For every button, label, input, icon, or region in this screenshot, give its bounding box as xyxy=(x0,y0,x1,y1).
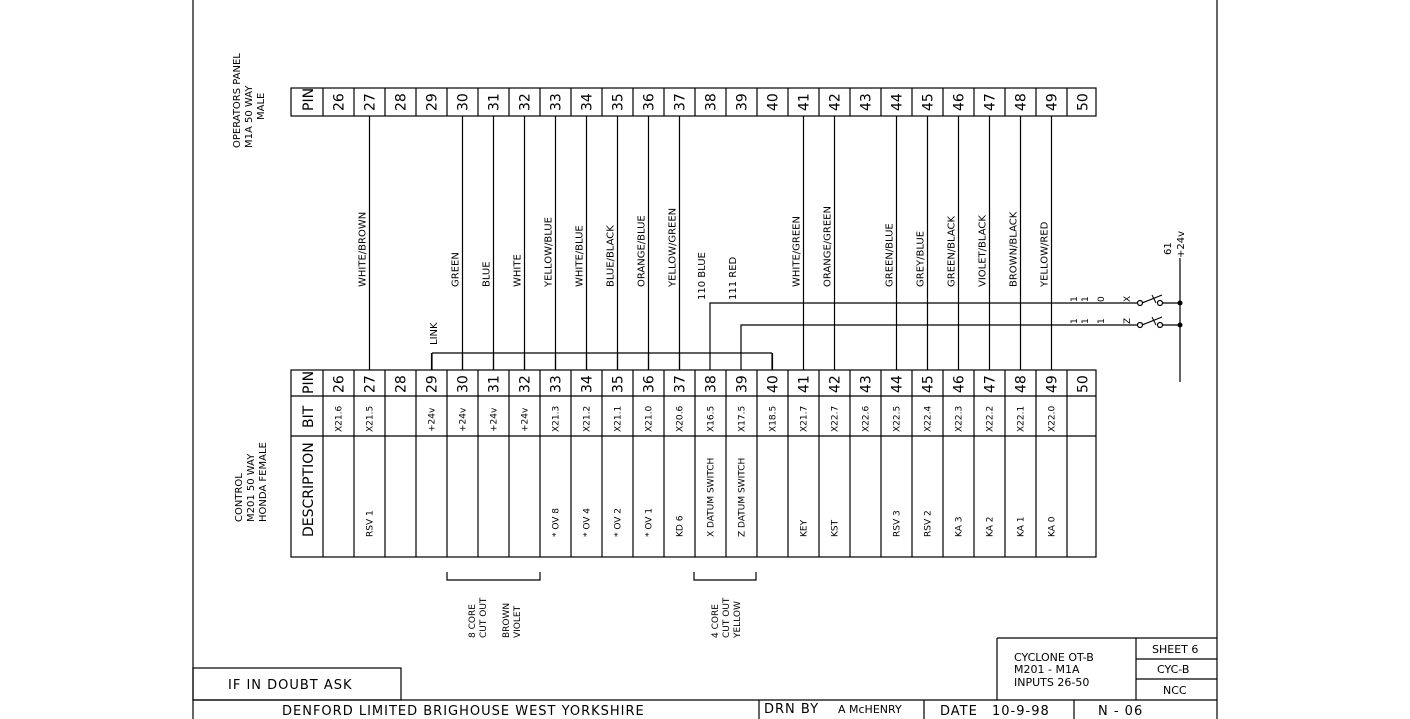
bit-header-label: BIT xyxy=(301,405,317,428)
core8-line-1: 8 CORE xyxy=(468,604,478,638)
wire-color-label: WHITE xyxy=(512,254,524,287)
wire-color-label: ORANGE/GREEN xyxy=(822,206,834,287)
bottom-connector-label-line-3: HONDA FEMALE xyxy=(258,442,269,522)
top-connector-frame xyxy=(291,88,1096,116)
bit-address: X20.6 xyxy=(675,405,686,432)
top-connector xyxy=(232,53,1096,148)
bottom-pin-number: 41 xyxy=(796,375,813,393)
bit-address: X21.1 xyxy=(613,405,624,432)
core8-color-2: VIOLET xyxy=(513,605,523,638)
description-header-label: DESCRIPTION xyxy=(301,442,317,537)
wire-color-label: YELLOW/GREEN xyxy=(667,207,679,287)
bottom-pin-number: 31 xyxy=(486,375,503,393)
bottom-pin-number: 50 xyxy=(1075,375,1092,393)
datum-wire-label: 111 RED xyxy=(728,256,739,300)
bottom-pin-number: 29 xyxy=(424,375,441,393)
bit-address: X22.6 xyxy=(861,405,872,432)
top-pin-number: 46 xyxy=(951,93,968,111)
wire-color-label: VIOLET/BLACK xyxy=(977,215,989,287)
top-pin-header: PIN xyxy=(301,87,317,111)
switch-labels xyxy=(1070,231,1187,324)
bottom-pin-number: 27 xyxy=(362,375,379,393)
wire-color-label: GREEN/BLUE xyxy=(884,223,896,287)
drawing-number: N - 06 xyxy=(1098,704,1144,719)
pin-description: KA 1 xyxy=(1016,516,1027,537)
pin-description: * OV 8 xyxy=(551,507,562,537)
bottom-connector-cells xyxy=(323,370,1092,557)
bottom-connector-label xyxy=(234,442,269,522)
bottom-pin-number: 47 xyxy=(982,375,999,393)
top-connector-pins xyxy=(301,88,1092,116)
cable-note-8-core xyxy=(447,572,540,638)
top-pin-number: 44 xyxy=(889,93,906,111)
date-label: DATE xyxy=(940,704,978,719)
top-pin-number: 37 xyxy=(672,93,689,111)
bottom-pin-number: 36 xyxy=(641,375,658,393)
bit-address: X22.3 xyxy=(954,405,965,432)
wire-color-label: YELLOW/BLUE xyxy=(543,217,555,287)
title-line-3: INPUTS 26-50 xyxy=(1014,676,1090,689)
bit-address: +24v xyxy=(458,407,469,432)
top-pin-number: 47 xyxy=(982,93,999,111)
top-connector-label xyxy=(232,53,267,148)
x-switch-axis: X xyxy=(1123,295,1133,302)
core4-line-1: 4 CORE xyxy=(711,604,721,638)
top-pin-number: 35 xyxy=(610,93,627,111)
top-pin-number: 27 xyxy=(362,93,379,111)
bottom-connector xyxy=(234,370,1096,557)
top-pin-number: 50 xyxy=(1075,93,1092,111)
supply-wire-number: 61 xyxy=(1163,242,1174,255)
pin-description: * OV 2 xyxy=(613,507,624,537)
title-line-1: CYCLONE OT-B xyxy=(1014,651,1094,664)
x-switch-number-1: 1 xyxy=(1070,296,1080,302)
bit-address: X21.2 xyxy=(582,405,593,432)
drawn-by-label: DRN BY xyxy=(764,702,820,717)
wire-color-label: ORANGE/BLUE xyxy=(636,215,648,287)
link-label: LINK xyxy=(429,322,440,345)
bit-address: X22.2 xyxy=(985,405,996,432)
top-pin-number: 39 xyxy=(734,93,751,111)
bit-address: X22.7 xyxy=(830,405,841,432)
drawn-by-name: A McHENRY xyxy=(838,703,902,716)
bottom-pin-number: 38 xyxy=(703,375,720,393)
pin-description: Z DATUM SWITCH xyxy=(737,457,748,537)
bottom-pin-number: 42 xyxy=(827,375,844,393)
wire-color-label: WHITE/GREEN xyxy=(791,216,803,287)
top-pin-number: 33 xyxy=(548,93,565,111)
top-pin-number: 43 xyxy=(858,93,875,111)
top-pin-number: 38 xyxy=(703,93,720,111)
bottom-pin-number: 37 xyxy=(672,375,689,393)
top-pin-number: 34 xyxy=(579,93,596,111)
bit-address: X22.5 xyxy=(892,405,903,432)
wire-color-label: WHITE/BLUE xyxy=(574,225,586,287)
pin-description: KD 6 xyxy=(675,515,686,537)
title-line-2: M201 - M1A xyxy=(1014,663,1080,676)
bottom-connector-label-line-1: CONTROL xyxy=(234,473,245,522)
top-connector-label-line-3: MALE xyxy=(256,92,267,120)
wire-color-label: BLUE/BLACK xyxy=(605,225,617,287)
core4-line-2: CUT OUT xyxy=(722,597,732,638)
bottom-pin-number: 28 xyxy=(393,375,410,393)
wire-color-label: WHITE/BROWN xyxy=(357,211,369,287)
top-pin-number: 40 xyxy=(765,93,782,111)
z-switch-axis: Z xyxy=(1123,317,1133,324)
sheet-number: SHEET 6 xyxy=(1152,643,1199,656)
bottom-pin-number: 33 xyxy=(548,375,565,393)
bottom-pin-number: 39 xyxy=(734,375,751,393)
supply-voltage: +24v xyxy=(1176,230,1187,258)
wire-color-label: BROWN/BLACK xyxy=(1008,211,1020,287)
bit-address: X21.0 xyxy=(644,405,655,432)
bit-address: +24v xyxy=(520,407,531,432)
top-pin-number: 32 xyxy=(517,93,534,111)
pin-description: * OV 1 xyxy=(644,507,655,537)
datum-wiring xyxy=(710,258,1180,382)
bit-address: X22.4 xyxy=(923,405,934,432)
top-pin-number: 28 xyxy=(393,93,410,111)
company-name: DENFORD LIMITED BRIGHOUSE WEST YORKSHIRE xyxy=(282,704,645,719)
bit-address: X21.5 xyxy=(365,405,376,432)
wire-runs xyxy=(358,116,1052,370)
bottom-connector-label-line-2: M201 50 WAY xyxy=(246,453,257,522)
bottom-pin-number: 34 xyxy=(579,375,596,393)
core8-color-1: BROWN xyxy=(502,602,512,638)
top-pin-number: 30 xyxy=(455,93,472,111)
wire-color-label: GREY/BLUE xyxy=(915,230,927,287)
x-switch-number-2: 1 xyxy=(1081,296,1091,302)
cable-note-4-core xyxy=(694,572,756,639)
if-in-doubt-note: IF IN DOUBT ASK xyxy=(228,678,353,693)
pin-description: KA 0 xyxy=(1047,516,1058,537)
wire-color-label: YELLOW/RED xyxy=(1039,221,1051,287)
bit-address: X21.7 xyxy=(799,405,810,432)
x-limit-switch xyxy=(1138,295,1183,306)
bit-address: X21.3 xyxy=(551,405,562,432)
bottom-pin-number: 44 xyxy=(889,375,906,393)
bottom-pin-number: 45 xyxy=(920,375,937,393)
bit-address: +24v xyxy=(489,407,500,432)
top-pin-number: 45 xyxy=(920,93,937,111)
bottom-pin-number: 43 xyxy=(858,375,875,393)
top-pin-number: 42 xyxy=(827,93,844,111)
bit-address: X17.5 xyxy=(737,405,748,432)
core4-line-3: YELLOW xyxy=(733,601,743,638)
wire-color-label: BLUE xyxy=(481,261,493,287)
top-pin-number: 29 xyxy=(424,93,441,111)
bit-address: X22.0 xyxy=(1047,405,1058,432)
title-block xyxy=(193,638,1217,719)
top-connector-label-line-1: OPERATORS PANEL xyxy=(232,53,243,148)
top-pin-number: 41 xyxy=(796,93,813,111)
top-pin-number: 36 xyxy=(641,93,658,111)
bottom-pin-number: 30 xyxy=(455,375,472,393)
pin-description: * OV 4 xyxy=(582,507,593,537)
bottom-pin-number: 32 xyxy=(517,375,534,393)
bit-address: X18.5 xyxy=(768,405,779,432)
top-connector-label-line-2: M1A 50 WAY xyxy=(244,85,255,148)
z-switch-number-3: 1 xyxy=(1097,318,1107,324)
bit-address: X22.1 xyxy=(1016,405,1027,432)
core8-line-2: CUT OUT xyxy=(479,597,489,638)
pin-description: KST xyxy=(830,519,841,537)
pin-description: RSV 3 xyxy=(892,510,903,537)
x-switch-number-3: 0 xyxy=(1097,296,1107,302)
bit-address: X21.6 xyxy=(334,405,345,432)
bottom-pin-number: 35 xyxy=(610,375,627,393)
bottom-pin-number: 49 xyxy=(1044,375,1061,393)
bottom-pin-number: 46 xyxy=(951,375,968,393)
link-bus xyxy=(432,353,772,370)
date-value: 10-9-98 xyxy=(992,704,1050,719)
top-pin-number: 31 xyxy=(486,93,503,111)
drawing-ref-2: NCC xyxy=(1163,684,1187,697)
bit-address: X16.5 xyxy=(706,405,717,432)
z-switch-number-2: 1 xyxy=(1081,318,1091,324)
pin-description: RSV 1 xyxy=(365,510,376,537)
bottom-pin-number: 40 xyxy=(765,375,782,393)
z-limit-switch xyxy=(1138,317,1183,328)
top-pin-number: 49 xyxy=(1044,93,1061,111)
top-pin-number: 26 xyxy=(331,93,348,111)
pin-description: X DATUM SWITCH xyxy=(706,457,717,537)
wire-color-label: GREEN xyxy=(450,252,462,287)
z-switch-number-1: 1 xyxy=(1070,318,1080,324)
pin-header-label: PIN xyxy=(301,370,317,394)
drawing-ref-1: CYC-B xyxy=(1157,663,1190,676)
top-pin-number: 48 xyxy=(1013,93,1030,111)
bottom-connector-frame xyxy=(291,370,1096,557)
datum-wire-label: 110 BLUE xyxy=(697,252,708,300)
bit-address: +24v xyxy=(427,407,438,432)
pin-description: KA 3 xyxy=(954,516,965,537)
pin-description: RSV 2 xyxy=(923,510,934,537)
bottom-pin-number: 48 xyxy=(1013,375,1030,393)
pin-description: KA 2 xyxy=(985,516,996,537)
wire-color-label: GREEN/BLACK xyxy=(946,215,958,287)
bottom-pin-number: 26 xyxy=(331,375,348,393)
pin-description: KEY xyxy=(799,519,810,537)
